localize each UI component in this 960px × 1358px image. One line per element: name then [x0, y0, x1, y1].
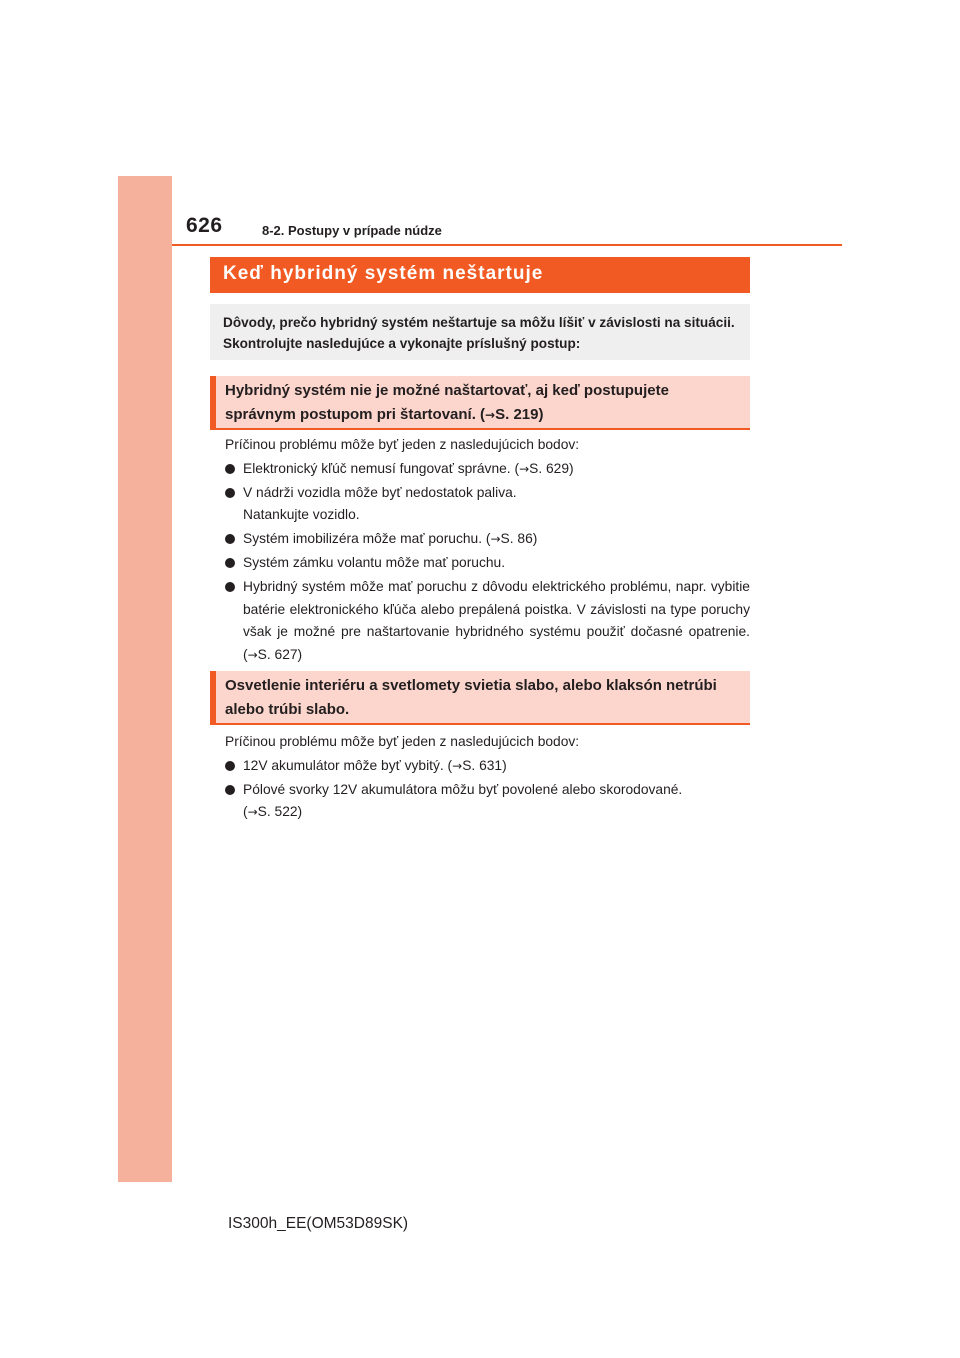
- page-reference[interactable]: S. 522): [257, 804, 303, 819]
- page-number: 626: [186, 214, 223, 237]
- arrow-right-icon: →: [247, 647, 258, 662]
- page-reference[interactable]: S. 627): [257, 646, 303, 662]
- intro-box: [210, 304, 750, 360]
- lead-text: Príčinou problému môže byť jeden z nasledujúcich bodov:: [225, 437, 580, 452]
- list-item: V nádrži vozidla môže byť nedostatok paliva. Natankujte vozidlo.: [225, 482, 750, 527]
- subheading-line-1: Hybridný systém nie je možné naštartovať, aj keď postupujete: [225, 382, 669, 399]
- manual-code: IS300h_EE(OM53D89SK): [228, 1215, 409, 1232]
- arrow-right-icon: →: [247, 805, 258, 819]
- subheading-line-2: správnym postupom pri štartovaní. (→S. 219): [225, 406, 544, 423]
- intro-line-1: Dôvody, prečo hybridný systém neštartuje sa môžu líšiť v závislosti na situácii.: [223, 315, 735, 330]
- subheading-hybrid-not-starting: [210, 376, 750, 430]
- section-title: 8-2. Postupy v prípade núdze: [262, 223, 442, 238]
- list-item: Pólové svorky 12V akumulátora môžu byť povolené alebo skorodované. (→S. 522): [225, 779, 750, 824]
- bullet-icon: [225, 582, 235, 592]
- list-item: Hybridný systém môže mať poruchu z dôvodu elektrického problému, napr. vybitie batérie elektronického kľúča alebo prepálená poistka. V závislosti na type poruchy však je možné pre naštartovanie hybridného systému použiť dočasné opatrenie. (→S. 627): [225, 576, 750, 666]
- section1-body: [225, 434, 750, 668]
- page-reference[interactable]: S. 219): [495, 406, 544, 423]
- list-item: Elektronický kľúč nemusí fungovať správne. (→S. 629): [225, 458, 750, 481]
- side-color-strip: [118, 176, 172, 1182]
- bullet-icon: [225, 534, 235, 544]
- lead-text: Príčinou problému môže byť jeden z nasledujúcich bodov:: [225, 734, 580, 749]
- subheading-line-1: Osvetlenie interiéru a svetlomety svietia slabo, alebo klaksón netrúbi: [225, 677, 717, 694]
- bullet-icon: [225, 761, 235, 771]
- header-rule: [172, 244, 842, 246]
- bullet-icon: [225, 488, 235, 498]
- intro-line-2: Skontrolujte nasledujúce a vykonajte príslušný postup:: [223, 336, 581, 351]
- page-reference[interactable]: S. 631): [462, 757, 507, 773]
- bullet-icon: [225, 464, 235, 474]
- bullet-icon: [225, 558, 235, 568]
- subheading-lights-dim: [210, 671, 750, 725]
- list-item: 12V akumulátor môže byť vybitý. (→S. 631): [225, 755, 750, 778]
- arrow-right-icon: →: [490, 532, 501, 546]
- bullet-icon: [225, 785, 235, 795]
- arrow-right-icon: →: [452, 758, 463, 773]
- subheading-line-2: alebo trúbi slabo.: [225, 701, 350, 718]
- list-item: Systém zámku volantu môže mať poruchu.: [225, 552, 750, 575]
- page-reference[interactable]: S. 86): [500, 531, 538, 546]
- list-item: Systém imobilizéra môže mať poruchu. (→S. 86): [225, 528, 750, 551]
- page-title: Keď hybridný systém neštartuje: [210, 257, 750, 293]
- arrow-right-icon: →: [519, 461, 530, 476]
- arrow-right-icon: →: [485, 408, 496, 422]
- section2-body: [225, 731, 750, 825]
- page-reference[interactable]: S. 629): [529, 460, 574, 476]
